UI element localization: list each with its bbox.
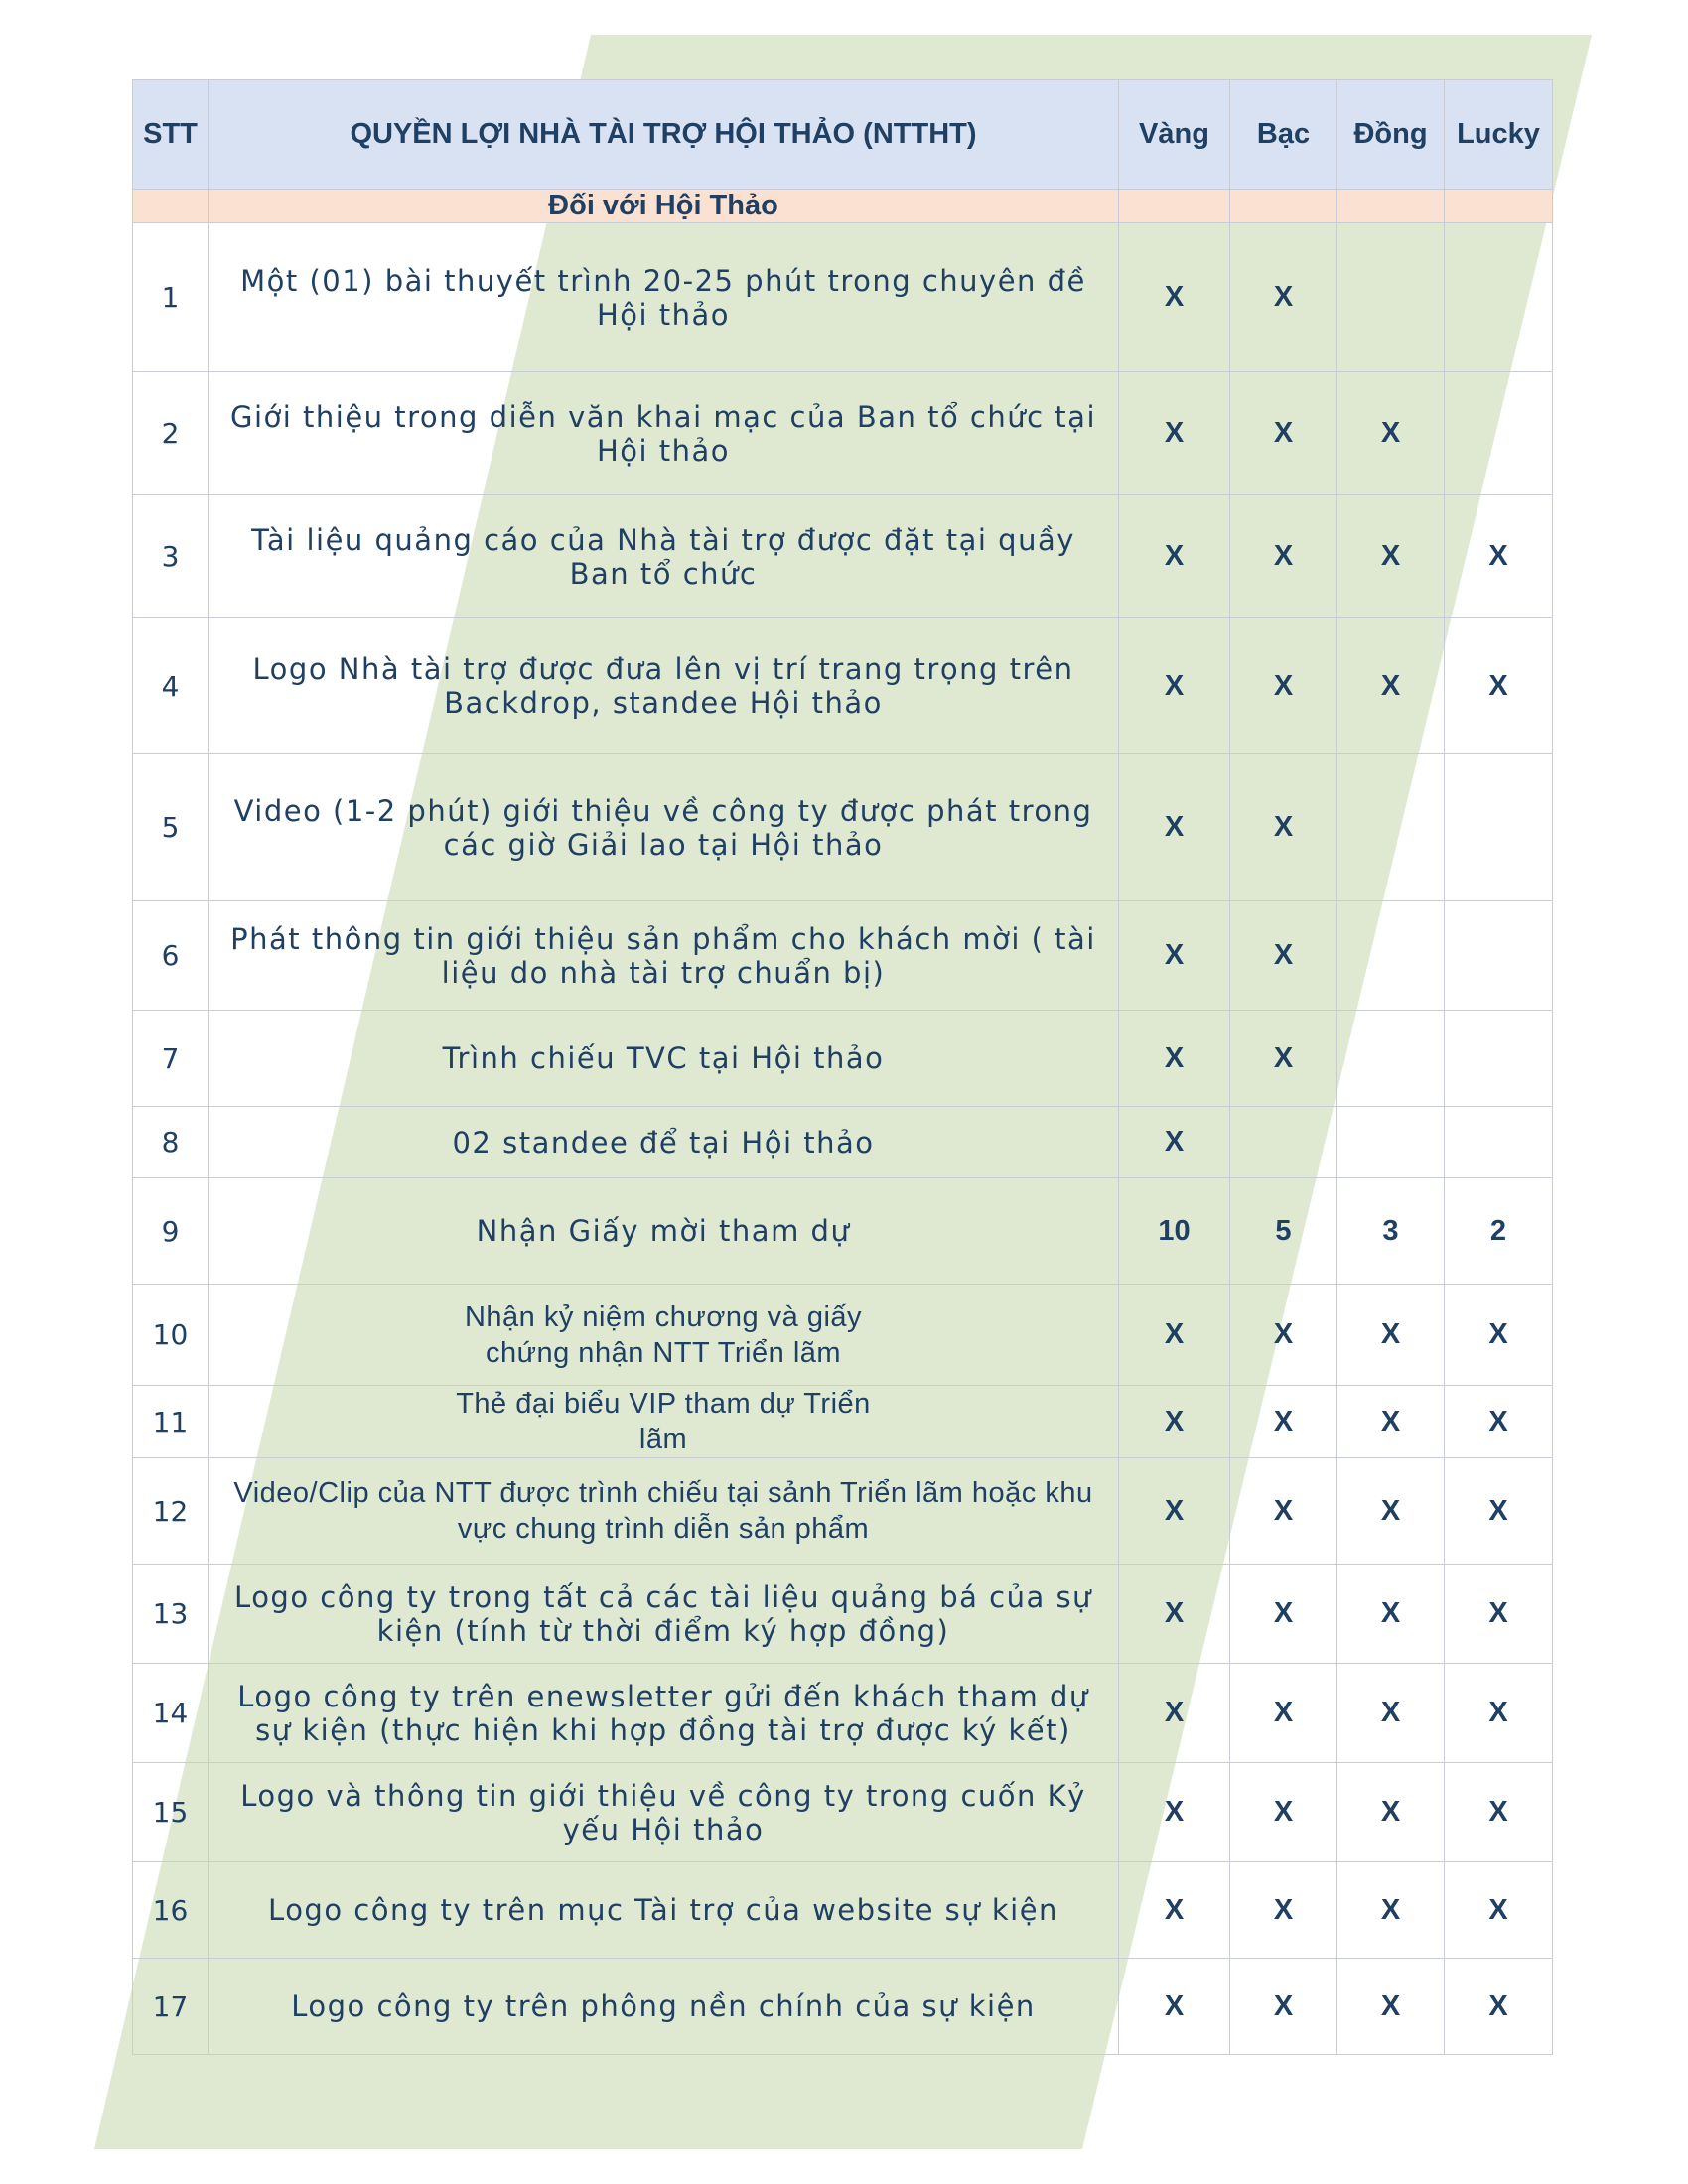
tier-mark-lucky: X xyxy=(1445,495,1553,618)
tier-mark-vang: X xyxy=(1119,1763,1230,1862)
tier-mark-dong: X xyxy=(1337,1285,1445,1386)
tier-mark-vang: X xyxy=(1119,1959,1230,2055)
table-row xyxy=(133,1285,1553,1386)
tier-mark-dong xyxy=(1337,223,1445,372)
tier-mark-vang: X xyxy=(1119,754,1230,901)
tier-mark-vang: X xyxy=(1119,1011,1230,1107)
row-number: 13 xyxy=(133,1565,209,1664)
benefit-text: Phát thông tin giới thiệu sản phẩm cho khách mời ( tài liệu do nhà tài trợ chuẩn bị) xyxy=(209,901,1119,1011)
tier-mark-vang: 10 xyxy=(1119,1178,1230,1285)
tier-mark-dong xyxy=(1337,1107,1445,1178)
header-tier-bac: Bạc xyxy=(1230,80,1337,190)
tier-mark-vang: X xyxy=(1119,901,1230,1011)
tier-mark-bac xyxy=(1230,1107,1337,1178)
tier-mark-lucky: X xyxy=(1445,1959,1553,2055)
row-number: 16 xyxy=(133,1862,209,1959)
table-row xyxy=(133,1664,1553,1763)
tier-mark-lucky: X xyxy=(1445,1763,1553,1862)
tier-mark-vang: X xyxy=(1119,618,1230,754)
row-number: 3 xyxy=(133,495,209,618)
section-cell-blank xyxy=(133,190,209,223)
header-tier-lucky: Lucky xyxy=(1445,80,1553,190)
tier-mark-bac: X xyxy=(1230,223,1337,372)
table-row xyxy=(133,1458,1553,1565)
table-row xyxy=(133,495,1553,618)
tier-mark-vang: X xyxy=(1119,1285,1230,1386)
table-row xyxy=(133,1763,1553,1862)
table-row xyxy=(133,1178,1553,1285)
benefit-text: Một (01) bài thuyết trình 20-25 phút trong chuyên đề Hội thảo xyxy=(209,223,1119,372)
row-number: 10 xyxy=(133,1285,209,1386)
tier-mark-lucky xyxy=(1445,901,1553,1011)
benefit-text: Trình chiếu TVC tại Hội thảo xyxy=(209,1011,1119,1107)
benefit-text: Logo và thông tin giới thiệu về công ty trong cuốn Kỷ yếu Hội thảo xyxy=(209,1763,1119,1862)
tier-mark-dong: X xyxy=(1337,1386,1445,1458)
section-label: Đối với Hội Thảo xyxy=(209,190,1119,223)
benefit-text: Tài liệu quảng cáo của Nhà tài trợ được đặt tại quầy Ban tổ chức xyxy=(209,495,1119,618)
row-number: 6 xyxy=(133,901,209,1011)
tier-mark-bac: X xyxy=(1230,754,1337,901)
tier-mark-dong: 3 xyxy=(1337,1178,1445,1285)
table-row xyxy=(133,223,1553,372)
tier-mark-bac: 5 xyxy=(1230,1178,1337,1285)
section-cell-blank xyxy=(1230,190,1337,223)
tier-mark-bac: X xyxy=(1230,1458,1337,1565)
section-cell-blank xyxy=(1445,190,1553,223)
table-row xyxy=(133,1862,1553,1959)
tier-mark-dong: X xyxy=(1337,372,1445,495)
tier-mark-bac: X xyxy=(1230,495,1337,618)
tier-mark-vang: X xyxy=(1119,1107,1230,1178)
table-row xyxy=(133,1386,1553,1458)
table-row xyxy=(133,1565,1553,1664)
tier-mark-vang: X xyxy=(1119,1664,1230,1763)
section-cell-blank xyxy=(1119,190,1230,223)
row-number: 8 xyxy=(133,1107,209,1178)
tier-mark-dong: X xyxy=(1337,1565,1445,1664)
tier-mark-lucky: X xyxy=(1445,1386,1553,1458)
tier-mark-bac: X xyxy=(1230,618,1337,754)
header-tier-dong: Đồng xyxy=(1337,80,1445,190)
tier-mark-bac: X xyxy=(1230,1011,1337,1107)
table-row xyxy=(133,1011,1553,1107)
tier-mark-vang: X xyxy=(1119,1862,1230,1959)
tier-mark-lucky xyxy=(1445,372,1553,495)
tier-mark-bac: X xyxy=(1230,1285,1337,1386)
tier-mark-dong: X xyxy=(1337,1959,1445,2055)
tier-mark-dong: X xyxy=(1337,1763,1445,1862)
benefit-text: Video (1-2 phút) giới thiệu về công ty được phát trong các giờ Giải lao tại Hội thảo xyxy=(209,754,1119,901)
tier-mark-dong xyxy=(1337,901,1445,1011)
row-number: 17 xyxy=(133,1959,209,2055)
table-row xyxy=(133,901,1553,1011)
benefit-text xyxy=(209,1386,1119,1458)
tier-mark-lucky xyxy=(1445,1107,1553,1178)
row-number: 12 xyxy=(133,1458,209,1565)
row-number: 4 xyxy=(133,618,209,754)
table-row xyxy=(133,1107,1553,1178)
tier-mark-dong: X xyxy=(1337,495,1445,618)
sponsor-benefits-table xyxy=(132,79,1553,2055)
tier-mark-lucky xyxy=(1445,223,1553,372)
benefit-text: Giới thiệu trong diễn văn khai mạc của Ban tổ chức tại Hội thảo xyxy=(209,372,1119,495)
tier-mark-dong xyxy=(1337,754,1445,901)
row-number: 2 xyxy=(133,372,209,495)
tier-mark-vang: X xyxy=(1119,1458,1230,1565)
table-row xyxy=(133,754,1553,901)
tier-mark-bac: X xyxy=(1230,372,1337,495)
tier-mark-dong xyxy=(1337,1011,1445,1107)
tier-mark-dong: X xyxy=(1337,1664,1445,1763)
section-row xyxy=(133,190,1553,223)
tier-mark-bac: X xyxy=(1230,1565,1337,1664)
tier-mark-bac: X xyxy=(1230,1664,1337,1763)
benefit-text-wrap: Thẻ đại biểu VIP tham dự Triển lãm xyxy=(456,1388,871,1455)
table-row xyxy=(133,618,1553,754)
tier-mark-lucky xyxy=(1445,1011,1553,1107)
table-row xyxy=(133,372,1553,495)
tier-mark-bac: X xyxy=(1230,1386,1337,1458)
benefit-text-wrap: Nhận kỷ niệm chương và giấy chứng nhận NTT Triển lãm xyxy=(464,1300,863,1369)
tier-mark-dong: X xyxy=(1337,1862,1445,1959)
benefit-text: Nhận Giấy mời tham dự xyxy=(209,1178,1119,1285)
tier-mark-bac: X xyxy=(1230,1959,1337,2055)
benefit-text: Video/Clip của NTT được trình chiếu tại sảnh Triển lãm hoặc khu vực chung trình diễn sản phẩm xyxy=(209,1458,1119,1565)
row-number: 1 xyxy=(133,223,209,372)
tier-mark-lucky: X xyxy=(1445,618,1553,754)
benefit-text: Logo Nhà tài trợ được đưa lên vị trí trang trọng trên Backdrop, standee Hội thảo xyxy=(209,618,1119,754)
tier-mark-lucky: X xyxy=(1445,1862,1553,1959)
tier-mark-lucky xyxy=(1445,754,1553,901)
tier-mark-lucky: 2 xyxy=(1445,1178,1553,1285)
row-number: 5 xyxy=(133,754,209,901)
benefit-text: Logo công ty trên enewsletter gửi đến khách tham dự sự kiện (thực hiện khi hợp đồng tài trợ được ký kết) xyxy=(209,1664,1119,1763)
tier-mark-bac: X xyxy=(1230,1763,1337,1862)
tier-mark-lucky: X xyxy=(1445,1565,1553,1664)
header-stt: STT xyxy=(133,80,209,190)
tier-mark-dong: X xyxy=(1337,618,1445,754)
tier-mark-dong: X xyxy=(1337,1458,1445,1565)
row-number: 7 xyxy=(133,1011,209,1107)
tier-mark-lucky: X xyxy=(1445,1285,1553,1386)
benefit-text xyxy=(209,1285,1119,1386)
benefit-text: Logo công ty trong tất cả các tài liệu quảng bá của sự kiện (tính từ thời điểm ký hợp đồng) xyxy=(209,1565,1119,1664)
tier-mark-bac: X xyxy=(1230,901,1337,1011)
header-tier-vang: Vàng xyxy=(1119,80,1230,190)
row-number: 11 xyxy=(133,1386,209,1458)
tier-mark-vang: X xyxy=(1119,223,1230,372)
row-number: 14 xyxy=(133,1664,209,1763)
tier-mark-vang: X xyxy=(1119,372,1230,495)
row-number: 15 xyxy=(133,1763,209,1862)
tier-mark-vang: X xyxy=(1119,495,1230,618)
tier-mark-lucky: X xyxy=(1445,1458,1553,1565)
benefit-text: Logo công ty trên mục Tài trợ của website sự kiện xyxy=(209,1862,1119,1959)
section-cell-blank xyxy=(1337,190,1445,223)
row-number: 9 xyxy=(133,1178,209,1285)
tier-mark-vang: X xyxy=(1119,1565,1230,1664)
table-row xyxy=(133,1959,1553,2055)
tier-mark-vang: X xyxy=(1119,1386,1230,1458)
tier-mark-bac: X xyxy=(1230,1862,1337,1959)
benefit-text: Logo công ty trên phông nền chính của sự kiện xyxy=(209,1959,1119,2055)
benefit-text: 02 standee để tại Hội thảo xyxy=(209,1107,1119,1178)
header-benefit: QUYỀN LỢI NHÀ TÀI TRỢ HỘI THẢO (NTTHT) xyxy=(209,80,1119,190)
tier-mark-lucky: X xyxy=(1445,1664,1553,1763)
table-header-row xyxy=(133,80,1553,190)
